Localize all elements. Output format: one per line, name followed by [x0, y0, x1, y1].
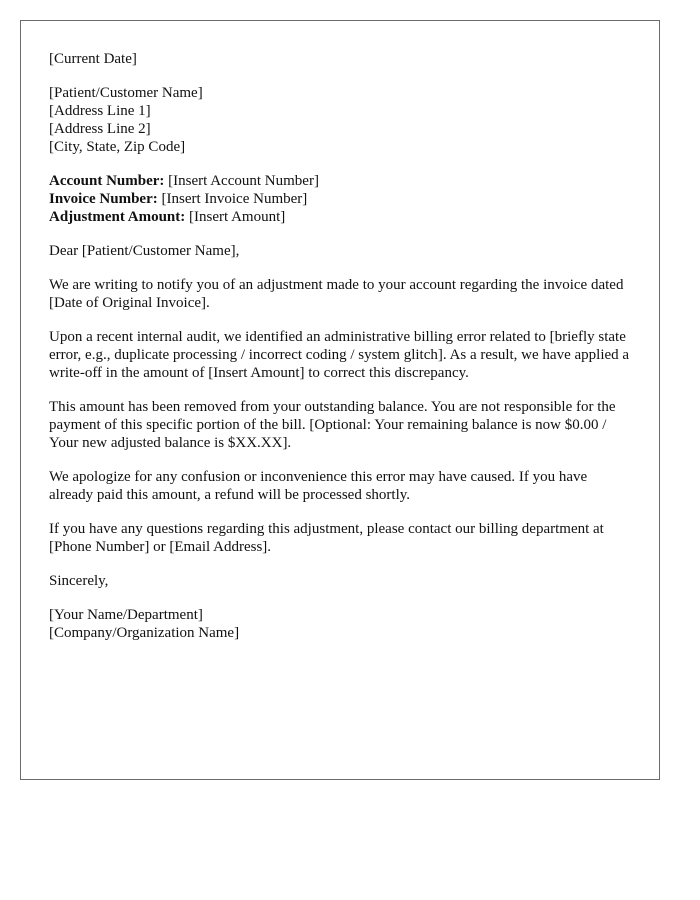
- invoice-number-row: [49, 190, 631, 208]
- letter-date: [49, 50, 631, 68]
- invoice-number-label: Invoice Number:: [49, 191, 158, 207]
- account-number-value: [Insert Account Number]: [164, 173, 319, 189]
- address-line-1: [Address Line 1]: [49, 103, 151, 119]
- invoice-number-value: [Insert Invoice Number]: [157, 191, 308, 207]
- paragraph-notification: We are writing to notify you of an adjustment made to your account regarding the invoice dated [Date of Original Invoice].: [49, 277, 624, 311]
- account-number-label: Account Number:: [49, 173, 165, 189]
- paragraph-apology: We apologize for any confusion or inconvenience this error may have caused. If you have already paid this amount, a refund will be processed shortly.: [49, 469, 588, 503]
- adjustment-amount-value: [Insert Amount]: [185, 209, 286, 225]
- reference-fields: [49, 172, 631, 226]
- date-text: [Current Date]: [49, 51, 137, 67]
- city-state-zip: [City, State, Zip Code]: [49, 139, 186, 155]
- signature-name-department: [Your Name/Department]: [49, 607, 203, 623]
- letter-page: [20, 20, 660, 780]
- closing: Sincerely,: [49, 573, 109, 589]
- paragraph-contact: If you have any questions regarding this adjustment, please contact our billing department at [Phone Number] or [Email Address].: [49, 521, 604, 555]
- signature-block: [49, 606, 631, 642]
- recipient-address: [49, 84, 631, 156]
- adjustment-amount-label: Adjustment Amount:: [49, 209, 186, 225]
- recipient-name: [Patient/Customer Name]: [49, 85, 203, 101]
- adjustment-amount-row: [49, 208, 631, 226]
- address-line-2: [Address Line 2]: [49, 121, 151, 137]
- signature-organization: [Company/Organization Name]: [49, 625, 240, 641]
- paragraph-audit-error: Upon a recent internal audit, we identified an administrative billing error related to [briefly state error, e.g., duplicate processing / incorrect coding / system glitch]. As a result, we have applied a write-off in the amount of [Insert Amount] to correct this discrepancy.: [49, 329, 630, 381]
- paragraph-balance: This amount has been removed from your outstanding balance. You are not responsible for the payment of this specific portion of the bill. [Optional: Your remaining balance is now $0.00 / Your new adjusted balance is $XX.XX].: [49, 399, 616, 451]
- salutation: Dear [Patient/Customer Name],: [49, 243, 240, 259]
- account-number-row: [49, 172, 631, 190]
